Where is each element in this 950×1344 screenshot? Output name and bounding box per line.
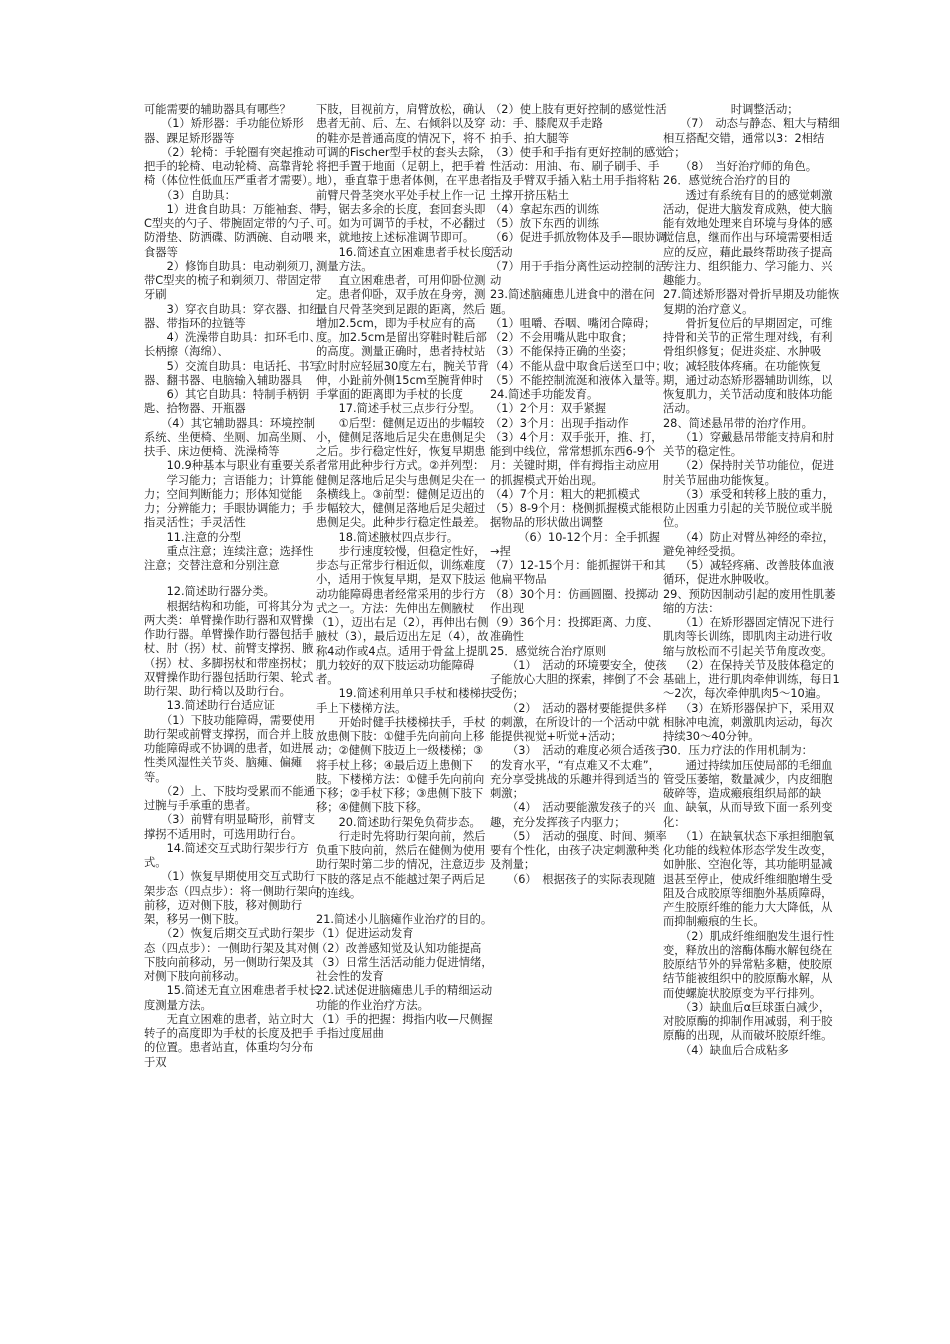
text-column-3 — [490, 103, 668, 887]
paragraph: （6）10-12个月：全手抓握→捏 — [490, 530, 660, 558]
paragraph: （1）手的把握：拇指内收—尺侧握 手指过度屈曲 — [316, 1012, 497, 1040]
paragraph: （2）不会用嘴从匙中取食； — [490, 331, 633, 344]
paragraph: 重点注意；连续注意；选择性注意；交替注意和分别注意 — [144, 544, 314, 572]
paragraph: （2）保持肘关节功能位，促进肘关节屈曲功能恢复。 — [663, 459, 834, 487]
paragraph: 12.简述助行器分类。 — [144, 585, 275, 599]
paragraph: （3）日常生活活动能力促进情绪，社会性的发育 — [316, 955, 493, 983]
paragraph: 14.简述交互式助行架步行方式。 — [144, 841, 309, 869]
paragraph: 5）交流自助具：电话托、书写器、翻书器、电脑输入辅助器具 — [144, 359, 321, 387]
paragraph: 20.简述助行架免负荷步态。 — [316, 815, 481, 829]
paragraph: （9）36个月：投掷距离、力度、准确性 — [490, 616, 659, 644]
paragraph: 2）修饰自助具：电动剃须刀，带C型夹的梳子和剃须刀、带固定带牙刷 — [144, 259, 322, 302]
paragraph: （1） 活动的环境要安全，使孩子能放心大胆的探索，摔倒了不会受伤； — [490, 658, 667, 701]
paragraph: （4） 活动要能激发孩子的兴趣，充分发挥孩子内驱力； — [490, 801, 656, 829]
paragraph: 通过持续加压使局部的毛细血管受压萎缩，数量减少，内皮细胞破碎等，造成瘢痕组织局部的缺血、缺氧，从而导致下面一系列变化： — [663, 758, 833, 829]
paragraph: 4）洗澡带自助具：扣环毛巾、长柄擦（海绵）、 — [144, 331, 321, 359]
paragraph: 24.简述手功能发育。 — [490, 388, 599, 401]
paragraph: 时调整活动； — [663, 103, 799, 116]
paragraph: （4）其它辅助器具：环境控制系统、坐便椅、坐厕、加高坐厕、扶手、床边便椅、洗澡椅等 — [144, 416, 315, 458]
paragraph: 17.简述手杖三点步行分型。 — [316, 402, 481, 416]
paragraph: 30．压力疗法的作用机制为： — [663, 744, 813, 758]
paragraph: （2）使上肢有更好控制的感觉性活动：手、膝爬双手走路 — [490, 103, 667, 131]
paragraph: （2）肌成纤维细胞发生退行性变，释放出的溶酶体酶水解包绕在胶原结节外的异常粘多糖，使胶原结节能被组织中的胶原酶水解，从而使螺旋状胶原变为平行排列。 — [663, 929, 834, 1000]
paragraph: （2）上、下肢均受累而不能通过腕与手承重的患者。 — [144, 784, 315, 812]
paragraph: 3）穿衣自助具：穿衣器、扣纽器、带指环的拉链等 — [144, 302, 321, 330]
paragraph: 无直立困难的患者，站立时大转子的高度即为手杖的长度及把手的位置。患者站直，体重均匀分布于双 — [144, 1012, 314, 1069]
paragraph: （6） 根据孩子的实际表现随 — [490, 872, 656, 886]
paragraph: 可能需要的辅助器具有哪些？ — [144, 103, 291, 116]
paragraph: 11.注意的分型 — [144, 530, 242, 544]
paragraph: （4）缺血后合成粘多 — [663, 1043, 789, 1057]
paragraph: （7）12-15个月：能抓握饼干和其他扁平物品 — [490, 559, 666, 587]
paragraph: 开始时健手扶楼梯扶手，手杖放患侧下肢：①健手先向前向上移动；②健侧下肢迈上一级楼梯；③将手杖上移；④最后迈上患侧下肢。下楼梯方法：①健手先向前向下移；②手杖下移；③患侧下肢下移；④健侧下肢下移。 — [316, 715, 486, 815]
paragraph: 22.试述促进脑瘫患儿手的精细运动功能的作业治疗方法。 — [316, 984, 493, 1012]
paragraph: 18.简述腋杖四点步行。 — [316, 530, 459, 544]
paragraph — [316, 901, 494, 913]
paragraph: （1）2个月：双手紧握 — [490, 402, 607, 416]
paragraph: （3）缺血后α巨球蛋白减少，对胶原酶的抑制作用减弱，利于胶原酶的出现，从而破坏胶原纤维。 — [663, 1000, 833, 1043]
paragraph: （3）在矫形器保护下，采用双相脉冲电流，刺激肌肉运动，每次持续30～40分钟。 — [663, 701, 834, 743]
paragraph: 16.简述直立困难患者手杖长度测量方法。 — [316, 245, 493, 273]
paragraph: （1）矫形器：手功能位矫形器、踝足矫形器等 — [144, 117, 304, 145]
paragraph: （1）咀嚼、吞咽、嘴闭合障碍； — [490, 316, 656, 330]
paragraph: （8）30个月：仿画圆圈、投掷动作出现 — [490, 587, 659, 615]
paragraph: （3）4个月：双手张开，推、打，能到中线位，常常想抓东西6-9个月：关键时期，伴有拇指主动应用的抓握模式开始出现。 — [490, 430, 663, 487]
paragraph: （7）用于手指分离性运动控制的活动 — [490, 259, 667, 287]
paragraph: （2）3个月：出现手指动作 — [490, 416, 629, 430]
paragraph: （3）前臂有明显畸形，前臂支撑拐不适用时，可选用助行台。 — [144, 813, 315, 841]
paragraph: （6）促进手抓放物体及手—眼协调活动 — [490, 231, 667, 259]
paragraph: 学习能力；言语能力；计算能力；空间判断能力；形体知觉能力；分辨能力；手眼协调能力；手指灵活性；手灵活性 — [144, 473, 314, 530]
paragraph: 下肢，目视前方，肩臂放松，确认患者无前、后、左、右倾斜以及穿的鞋亦是普通高度的情况下，将不可调的Fischer型手杖的套头去除，将把手置于地面（足朝上，把手着地），垂直靠于患者体侧，在平患者前臂尺骨茎突水平处手杖上作一记号，锯去多余的长度，套回套头即可。如为可调节的手杖，不必翻过来，就地按上述标准调节即可。 — [316, 103, 492, 245]
paragraph: （3）使手和手指有更好控制的感觉性活动：用油、布、刷子刷手、手指及手臂双手插入粘土用手指将粘土撑开挤压粘土 — [490, 145, 667, 202]
paragraph: 27.简述矫形器对骨折早期及功能恢复期的治疗意义。 — [663, 288, 840, 316]
paragraph: 25．感觉统合治疗原则 — [490, 644, 607, 658]
paragraph: 行走时先将助行架向前，然后负重下肢向前，然后在健侧为使用助行架时第二步的情况，注意迈步下肢的落足点不能越过架子两后足的连线。 — [316, 829, 486, 900]
paragraph: （5） 活动的强度、时间、频率要有个性化，由孩子决定刺激种类及剂量； — [490, 829, 667, 872]
paragraph: （1）恢复早期使用交互式助行架步态（四点步）：将一侧助行架向前移，迈对侧下肢，移对侧助行架，移另一侧下肢。 — [144, 870, 320, 926]
paragraph: 1）进食自助具：万能袖套、带C型夹的勺子、带腕固定带的勺子、防滑垫、防洒碟、防洒碗、自动喂食器等 — [144, 202, 322, 259]
paragraph — [144, 573, 322, 585]
paragraph: 10.9种基本与职业有重要关系 — [144, 459, 317, 473]
paragraph: （2）改善感知觉及认知功能提高 — [316, 941, 482, 955]
paragraph: 28、简述悬吊带的治疗作用。 — [663, 416, 813, 430]
paragraph: （5）8-9个月：桡侧抓握模式能根据物品的形状做出调整 — [490, 502, 663, 530]
paragraph: （4）7个月：粗大的耙抓模式 — [490, 487, 640, 501]
paragraph: 13.简述助行台适应证 — [144, 699, 275, 713]
paragraph: ①后型：健侧足迈出的步幅较小，健侧足落地后足尖在患侧足尖之后。步行稳定性好，恢复早期患者常用此种步行方式。②并列型：健侧足落地后足尖与患侧足尖在一条横线上。③前型：健侧足迈出的步幅较大，健侧足落地后足尖超过患侧足尖。此种步行稳定性最差。 — [316, 416, 486, 530]
paragraph: （2）恢复后期交互式助行架步态（四点步）：一侧助行架及其对侧下肢向前移动，另一侧助行架及其对侧下肢向前移动。 — [144, 927, 320, 983]
paragraph: （1）在矫形器固定情况下进行肌肉等长训练，即肌肉主动进行收缩与放松而不引起关节角度改变。 — [663, 616, 834, 658]
paragraph: （8） 当好治疗师的角色。 — [663, 160, 818, 173]
paragraph: 步行速度较慢，但稳定性好，步态与正常步行相近似，训练难度小，适用于恢复早期，是双下肢运动功能障碍患者经常采用的步行方式之一。方法：先伸出左侧腋杖（1），迈出右足（2），再伸出右侧腋杖（3），最后迈出左足（4），故称4动作或4点。适用于骨盆上提肌肌力较好的双下肢运动功能障碍者。 — [316, 544, 489, 686]
paragraph: （1）在缺氧状态下承担细胞氧化功能的线粒体形态学发生改变，如肿胀、空泡化等，其功能明显减退甚至停止，使成纤维细胞增生受阻及合成胶原等细胞外基质障碍，产生胶原纤维的能力大大降低，从而抑制瘢痕的生长。 — [663, 829, 834, 929]
paragraph: 骨折复位后的早期固定，可维持骨和关节的正常生理对线，有利骨组织修复；促进炎症、水肿吸收；减轻肢体疼痛。在功能恢复期，通过动态矫形器辅助训练，以恢复肌力，关节活动度和肢体功能活动。 — [663, 316, 833, 416]
paragraph: 23.简述脑瘫患儿进食中的潜在问题。 — [490, 288, 655, 316]
paragraph: （7） 动态与静态、粗大与精细相互搭配交错，通常以3：2相结合； — [663, 117, 840, 159]
paragraph: （4）防止对臂丛神经的牵拉，避免神经受损。 — [663, 530, 834, 558]
paragraph: （3）承受和转移上肢的重力，防止因重力引起的关节脱位或半脱位。 — [663, 487, 834, 530]
paragraph: （4）不能从盘中取食后送至口中； — [490, 359, 667, 373]
paragraph: （2）在保持关节及肢体稳定的基础上，进行肌肉牵伸训练，每日1～2次，每次牵伸肌肉5～10遍。 — [663, 658, 840, 701]
paragraph: （4）拿起东西的训练 — [490, 202, 599, 216]
paragraph: （5）不能控制流涎和液体入量等。 — [490, 373, 667, 387]
paragraph: （3）自助具： — [144, 188, 236, 202]
paragraph: 29、预防因制动引起的废用性肌萎缩的方法： — [663, 587, 836, 615]
paragraph: 26．感觉统合治疗的目的 — [663, 174, 791, 188]
paragraph: （5）减轻疼痛、改善肢体血液循环，促进水肿吸收。 — [663, 559, 834, 587]
paragraph: （3）不能保持正确的坐姿； — [490, 345, 633, 359]
text-column-4 — [663, 103, 841, 1058]
paragraph: （2）轮椅：手轮圈有突起推动把手的轮椅、电动轮椅、高靠背轮椅（体位性低血压严重者才需要）。 — [144, 145, 320, 188]
paragraph: 21.简述小儿脑瘫作业治疗的目的。 — [316, 913, 493, 926]
paragraph: （1）下肢功能障碍，需要使用助行架或前臂支撑拐，而合并上肢功能障碍或不协调的患者，如进展性类风湿性关节炎、脑瘫、偏瘫等。 — [144, 713, 315, 784]
paragraph: （2） 活动的器材要能提供多样的刺激，在所设计的一个活动中就能提供视觉+听觉+活动； — [490, 701, 667, 743]
paragraph: 拍手、拍大腿等 — [490, 131, 570, 145]
paragraph: （3） 活动的难度必须合适孩子的发育水平，“有点难又不太难”，充分享受挑战的乐趣并得到适当的刺激； — [490, 744, 667, 800]
paragraph: 19.简述利用单只手杖和楼梯扶手上下楼梯方法。 — [316, 687, 493, 715]
paragraph: （1）穿戴悬吊带能支持肩和肘关节的稳定性。 — [663, 430, 834, 458]
paragraph: （1）促进运动发育 — [316, 927, 414, 941]
paragraph: 根据结构和功能，可将其分为两大类：单臂操作助行器和双臂操作助行器。单臂操作助行器包括手杖、肘（拐）杖、前臂支撑拐、腋（拐）杖、多脚拐杖和带座拐杖；双臂操作助行器包括助行架、轮式助行架、助行椅以及助行台。 — [144, 599, 314, 698]
paragraph: 15.简述无直立困难患者手杖长度测量方法。 — [144, 984, 321, 1012]
paragraph: （5）放下东西的训练 — [490, 217, 599, 230]
text-column-2 — [316, 103, 497, 1041]
paragraph: 透过有系统有目的的感觉刺激活动，促进大脑发育成熟，使大脑能有效地处理来自环境与身体的感觉信息，继而作出与环境需要相适应的反应，藉此最终帮助孩子提高专注力、组织能力、学习能力、兴趣能力。 — [663, 188, 833, 287]
paragraph: 6）其它自助具：特制手柄钥匙、拾物器、开瓶器 — [144, 388, 310, 416]
paragraph: 直立困难患者，可用仰卧位测定。患者仰卧，双手放在身旁，测量自尺骨茎突到足跟的距离，然后增加2.5cm，即为手杖应有的高度。加2.5cm是留出穿鞋时鞋后部的高度。测量正确时，患者持杖站立时肘应轻屈30度左右，腕关节背伸，小趾前外侧15cm至腕背伸时手掌面的距离即为手杖的长度 — [316, 274, 489, 401]
text-column-1 — [144, 103, 322, 1070]
